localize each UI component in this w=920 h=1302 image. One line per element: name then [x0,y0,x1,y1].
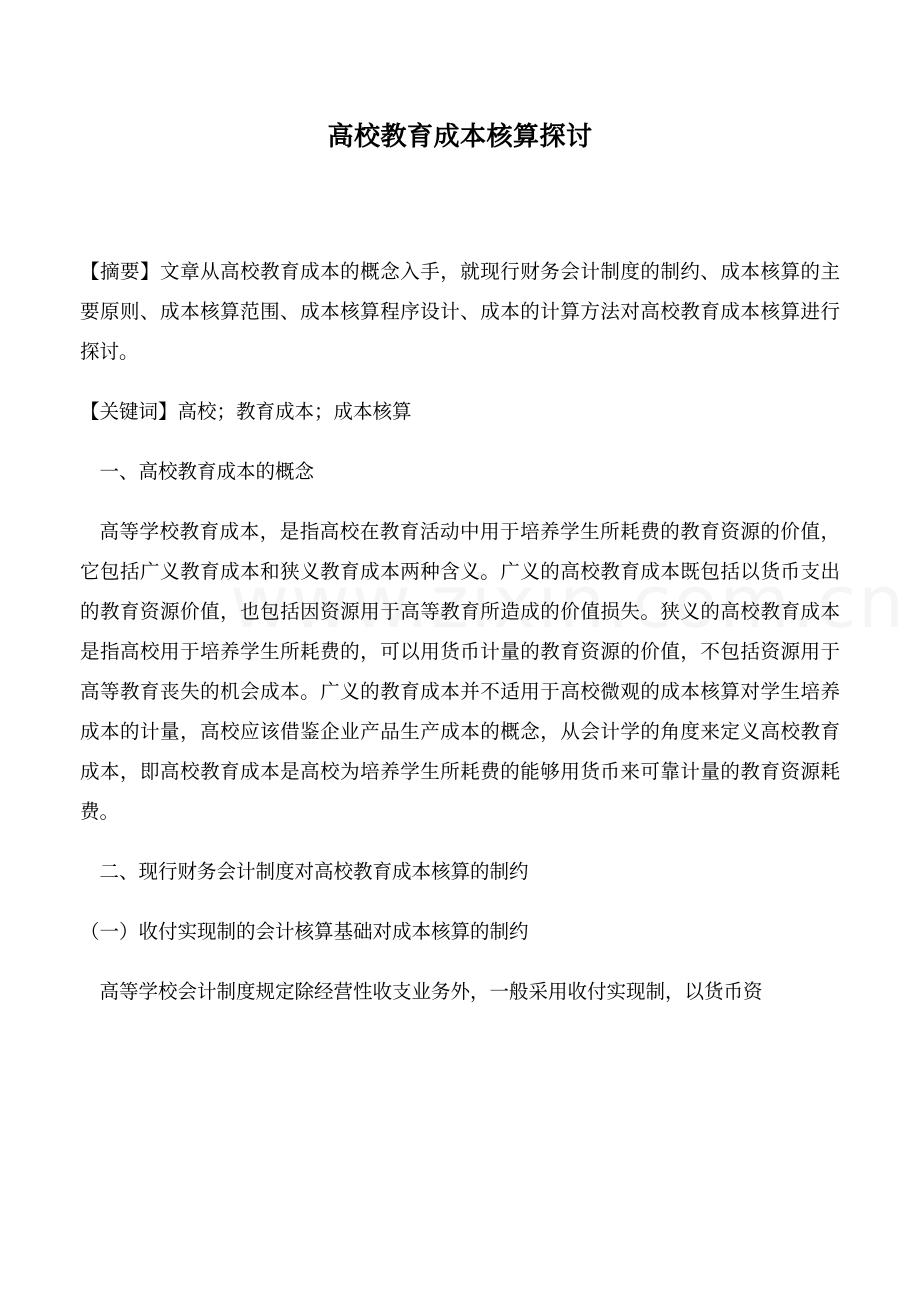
document-body [80,252,840,1012]
section-heading-1: 一、高校教育成本的概念 [99,460,315,483]
body-paragraph: 高等学校会计制度规定除经营性收支业务外，一般采用收付实现制，以货币资 [99,980,763,1003]
subsection-heading-1: （一）收付实现制的会计核算基础对成本核算的制约 [80,920,529,943]
body-paragraph: 高等学校教育成本，是指高校在教育活动中用于培养学生所耗费的教育资源的价值，它包括广义教育成本和狭义教育成本两种含义。广义的高校教育成本既包括以货币支出的教育资源价值，也包括因资源用于高等教育所造成的价值损失。狭义的高校教育成本是指高校用于培养学生所耗费的，可以用货币计量的教育资源的价值，不包括资源用于高等教育丧失的机会成本。广义的教育成本并不适用于高校微观的成本核算对学生培养成本的计量，高校应该借鉴企业产品生产成本的概念，从会计学的角度来定义高校教育成本，即高校教育成本是高校为培养学生所耗费的能够用货币来可靠计量的教育资源耗费。 [80,520,840,823]
abstract-paragraph: 【摘要】文章从高校教育成本的概念入手，就现行财务会计制度的制约、成本核算的主要原则、成本核算范围、成本核算程序设计、成本的计算方法对高校教育成本核算进行探讨。 [80,260,840,363]
keywords-paragraph: 【关键词】高校；教育成本；成本核算 [80,400,412,423]
section-heading-2: 二、现行财务会计制度对高校教育成本核算的制约 [99,860,529,883]
document-title: 高校教育成本核算探讨 [327,122,593,152]
